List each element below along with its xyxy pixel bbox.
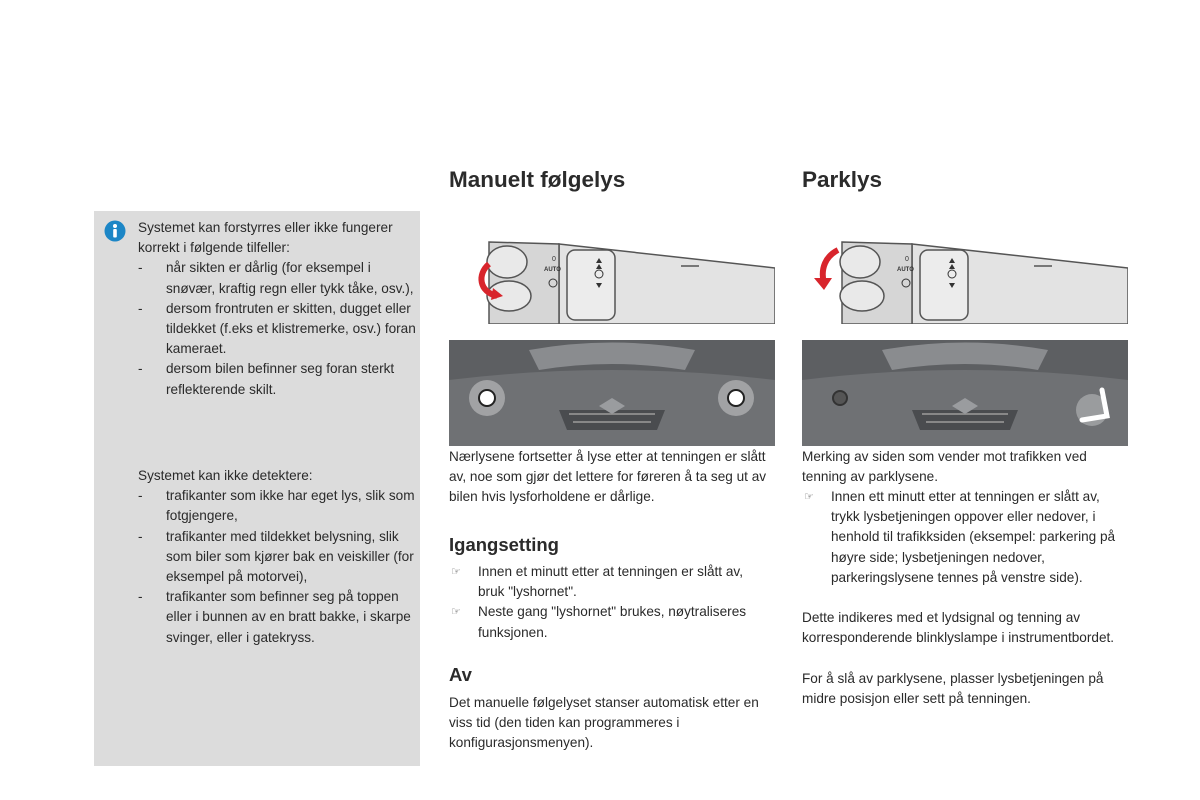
car-front-illustration-manual xyxy=(449,340,775,446)
stalk-illustration-park xyxy=(802,238,1128,324)
manual-description: Nærlysene fortsetter å lyse etter at tenningen er slått av, noe som gjør det lettere for føreren å ta seg ut av bilen hvis lysforholdene er dårlige. xyxy=(449,449,767,505)
info-intro: Systemet kan forstyrres eller ikke fungerer korrekt i følgende tilfeller: xyxy=(138,220,393,256)
info-list-2 xyxy=(138,486,416,648)
info-box-text-2 xyxy=(138,466,416,648)
start-list xyxy=(449,562,769,643)
stalk-zero-label: 0 xyxy=(905,256,909,263)
park-description: Merking av siden som vender mot trafikken ved tenning av parklysene. xyxy=(802,449,1087,485)
car-front-illustration-park xyxy=(802,340,1128,446)
park-list-wrapper xyxy=(802,487,1132,588)
park-title: Parklys xyxy=(802,167,883,192)
stalk-illustration-manual xyxy=(449,238,775,324)
list-item: - trafikanter med tildekket belysning, slik som biler som kjører bak en veiskiller (for eksempel på motorvei), xyxy=(138,528,414,585)
off-title: Av xyxy=(449,664,472,685)
stalk-auto-label: AUTO xyxy=(544,267,561,273)
list-item: ☞ Innen et minutt etter at tenningen er slått av, bruk "lyshornet". xyxy=(451,564,743,600)
start-list-wrapper xyxy=(449,562,769,643)
park-list xyxy=(802,487,1132,588)
manual-title: Manuelt følgelys xyxy=(449,167,626,192)
stalk-zero-label: 0 xyxy=(552,256,556,263)
park-after-text-2: For å slå av parklysene, plasser lysbetjeningen på midre posisjon eller sett på tenningen. xyxy=(802,671,1104,707)
list-item: - dersom frontruten er skitten, dugget eller tildekket (f.eks et klistremerke, osv.) foran kameraet. xyxy=(138,300,416,357)
list-item: - dersom bilen befinner seg foran sterkt reflekterende skilt. xyxy=(138,361,395,397)
list-item: ☞ Neste gang "lyshornet" brukes, nøytraliseres funksjonen. xyxy=(451,604,747,640)
info-list-1 xyxy=(138,258,416,399)
off-description: Det manuelle følgelyset stanser automatisk etter en viss tid (den tiden kan programmeres i konfigurasjonsmenyen). xyxy=(449,695,759,751)
info-icon xyxy=(104,220,126,242)
start-title: Igangsetting xyxy=(449,534,559,555)
info-box-text xyxy=(138,218,416,400)
park-after-text: Dette indikeres med et lydsignal og tenning av korresponderende blinklyslampe i instrumentbordet. xyxy=(802,610,1115,646)
list-item: - trafikanter som befinner seg på toppen eller i bunnen av en bratt bakke, i skarpe svinger, eller i gatekryss. xyxy=(138,589,411,645)
stalk-auto-label: AUTO xyxy=(897,267,914,273)
list-item: - trafikanter som ikke har eget lys, slik som fotgjengere, xyxy=(138,488,415,524)
info-intro-2: Systemet kan ikke detektere: xyxy=(138,468,313,483)
list-item: - når sikten er dårlig (for eksempel i snøvær, kraftig regn eller tykk tåke, osv.), xyxy=(138,260,414,296)
list-item: ☞ Innen ett minutt etter at tenningen er slått av, trykk lysbetjeningen oppover eller nedover, i henhold til trafikksiden (eksempel: parkering på høyre side; lysbetjeningen nedover, parkeringslysene tennes på venstre side). xyxy=(804,489,1116,585)
